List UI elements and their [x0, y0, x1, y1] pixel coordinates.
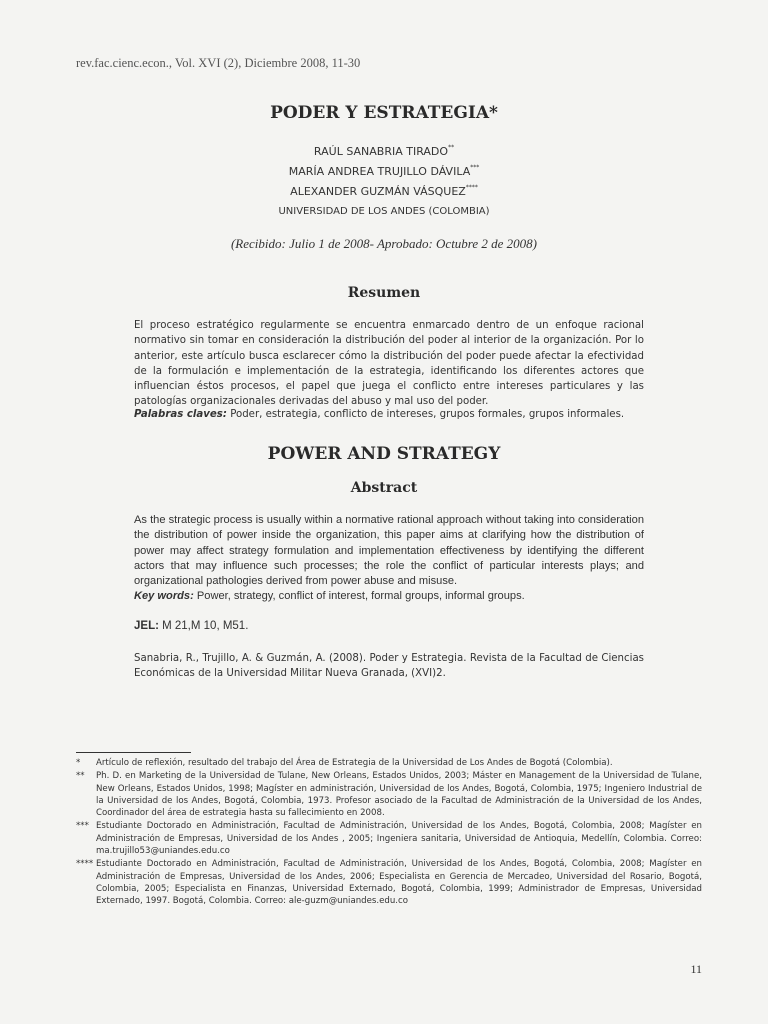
footnote-marker: *** — [470, 164, 480, 171]
jel-label: JEL: — [134, 620, 159, 632]
footnote-mark: ** — [76, 771, 85, 782]
article-title-spanish: PODER Y ESTRATEGIA* — [270, 103, 498, 123]
abstract-heading: Abstract — [350, 480, 418, 496]
palabras-claves — [134, 409, 694, 420]
footnote-text: Estudiante Doctorado en Administración, Facultad de Administración, Universidad de los Andes, Bogotá, Colombia, 2008; Magíster en Administración de Empresas, Universidad de los Andes , 2005; Ingeniera sanitaria, Universidad de Antioquia, Medellín, Colombia. Correo: ma.trujillo53@uniandes.edu.co — [96, 821, 702, 857]
resumen-text: El proceso estratégico regularmente se encuentra enmarcado dentro de un enfoque racional normativo sin tomar en consideración la distribución del poder al interior de la organización. Por lo anterior, este artículo busca esclarecer cómo la distribución del poder puede afectar la efectividad de la formulación e implementación de la estrategia, identificando los diferentes actores que influencian éstos procesos, el papel que juega el conflicto entre intereses particulares y las patologías organizacionales derivadas del abuso y mal uso del poder. — [134, 320, 644, 408]
author-list — [0, 140, 768, 200]
citation: Sanabria, R., Trujillo, A. & Guzmán, A. (2008). Poder y Estrategia. Revista de la Facultad de Ciencias Económicas de la Universidad Militar Nueva Granada, (XVI)2. — [134, 653, 644, 679]
keywords-label: Key words: — [134, 590, 194, 602]
author-line — [0, 140, 768, 160]
university-affiliation: UNIVERSIDAD DE LOS ANDES (COLOMBIA) — [278, 206, 490, 217]
footnote — [76, 858, 702, 907]
article-title-english: POWER AND STRATEGY — [267, 444, 501, 464]
keywords-label: Palabras claves: — [134, 409, 227, 420]
footnote-mark: *** — [76, 821, 89, 832]
abstract-text: As the strategic process is usually within a normative rational approach without taking into consideration the distribution of power inside the organization, this paper aims at clarifying how the distribution of power may affect strategy formulation and implementation effectiveness by identifying the different actors that may influence such processes; the role the conflict of particular interests plays; and organizational pathologies derived from power abuse and misuse. — [134, 514, 644, 588]
keywords-value: Poder, estrategia, conflicto de intereses, grupos formales, grupos informales. — [226, 409, 625, 420]
author-name: MARÍA ANDREA TRUJILLO DÁVILA — [288, 165, 471, 178]
keywords-value: Power, strategy, conflict of interest, formal groups, informal groups. — [193, 590, 525, 602]
author-line — [0, 180, 768, 200]
footnote-marker: **** — [465, 184, 478, 191]
page-number: 11 — [690, 962, 702, 976]
jel-value: M 21,M 10, M51. — [158, 620, 249, 632]
footnotes — [76, 757, 702, 909]
footnote-text: Ph. D. en Marketing de la Universidad de Tulane, New Orleans, Estados Unidos, 2003; Máster en Management de la Universidad de Tulane, New Orleans, Estados Unidos, 1998; Magíster en administración, Universidad de los Andes, Bogotá, Colombia, 1975; Ingeniero Industrial de la Universidad de los Andes, Bogotá, Colombia, 1973. Profesor asociado de la Facultad de Administración de la Universidad de los Andes, Coordinador del área de estrategia hasta su fallecimiento en 2008. — [96, 771, 702, 819]
footnote-marker: ** — [448, 144, 455, 151]
resumen-heading: Resumen — [347, 285, 421, 301]
footnote — [76, 820, 702, 857]
journal-reference: rev.fac.cienc.econ., Vol. XVI (2), Diciembre 2008, 11-30 — [76, 56, 361, 70]
received-approved-dates: (Recibido: Julio 1 de 2008- Aprobado: Octubre 2 de 2008) — [230, 236, 538, 251]
author-line — [0, 160, 768, 180]
footnote-divider — [76, 752, 191, 753]
footnote-text: Artículo de reflexión, resultado del trabajo del Área de Estrategia de la Universidad de Los Andes de Bogotá (Colombia). — [96, 758, 613, 768]
footnote-mark: * — [76, 758, 81, 768]
author-name: ALEXANDER GUZMÁN VÁSQUEZ — [290, 185, 466, 198]
author-name: RAÚL SANABRIA TIRADO — [313, 145, 449, 158]
footnote-mark: **** — [76, 859, 94, 870]
footnote — [76, 757, 702, 769]
footnote-text: Estudiante Doctorado en Administración, Facultad de Administración, Universidad de los Andes, Bogotá, Colombia, 2008; Magíster en Administración de Empresas, Universidad de los Andes, 2006; Especialista en Gerencia de Mercadeo, Universidad del Rosario, Bogotá, Colombia, 2005; Especialista en Finanzas, Universidad Externado, Bogotá, Colombia, 1999; Administrador de Empresas, Universidad Externado, 1997. Bogotá, Colombia. Correo: ale-guzm@uniandes.edu.co — [96, 859, 702, 907]
footnote — [76, 770, 702, 819]
key-words — [134, 590, 694, 602]
jel-classification — [134, 620, 248, 632]
